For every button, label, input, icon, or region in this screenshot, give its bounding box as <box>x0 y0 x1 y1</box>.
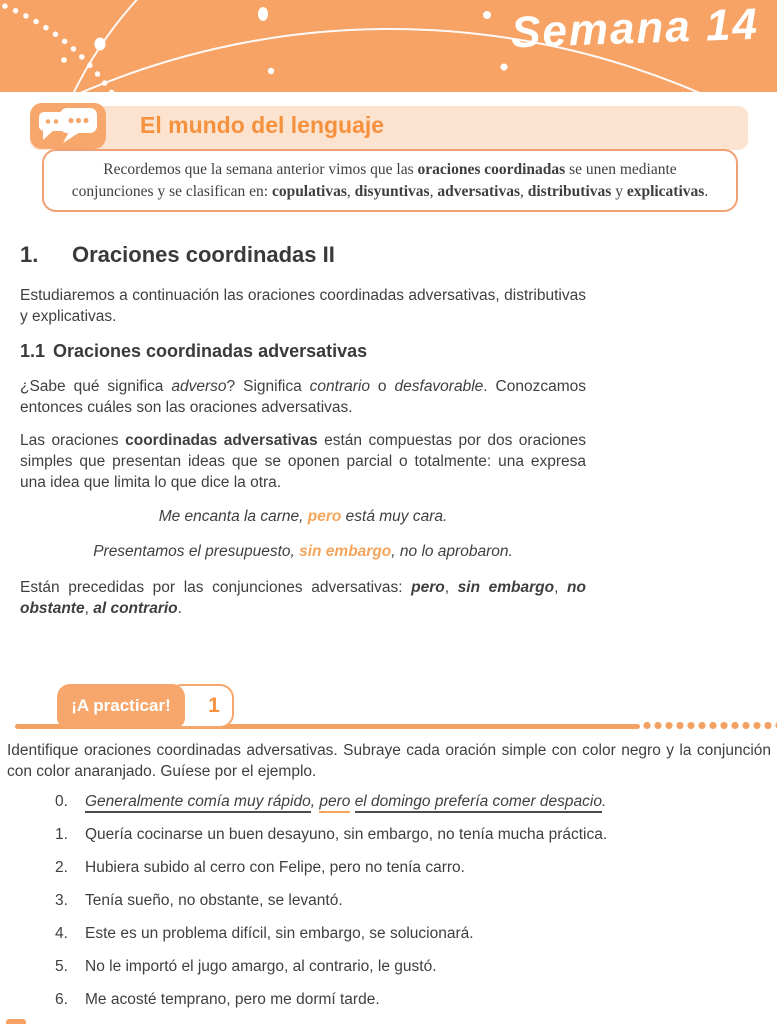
recall-text: Recordemos que la semana anterior vimos que las oraciones coordinadas se unen mediante conjunciones y se clasifican en: copulativas, disyuntivas, adversativas, distributivas y explicativas. <box>71 160 709 200</box>
item-number: 1. <box>55 826 68 843</box>
paragraph-conjunciones: Están precedidas por las conjunciones adversativas: pero, sin embargo, no obstante, al contrario. <box>20 579 586 617</box>
item-number: 2. <box>55 859 68 876</box>
section-1-title: Oraciones coordinadas II <box>72 242 335 267</box>
lenguaje-band <box>30 106 748 150</box>
exercise-item-3 <box>0 891 770 911</box>
example-sentence-2: Presentamos el presupuesto, sin embargo, no lo aprobaron. <box>93 543 513 560</box>
practice-number-tab: 1 <box>168 684 234 728</box>
item-number: 5. <box>55 958 68 975</box>
exercise-item-6 <box>0 990 770 1010</box>
page-corner-mark <box>6 1019 26 1024</box>
item-text: Me acosté temprano, pero me dormí tarde. <box>85 991 380 1008</box>
exercise-item-0 <box>0 792 770 812</box>
lenguaje-title: El mundo del lenguaje <box>140 112 385 138</box>
item-text: Quería cocinarse un buen desayuno, sin embargo, no tenía mucha práctica. <box>85 826 608 843</box>
example-sentence-1: Me encanta la carne, pero está muy cara. <box>158 508 448 525</box>
recall-box <box>42 149 738 212</box>
item-text: Este es un problema difícil, sin embargo, se solucionará. <box>85 925 474 942</box>
paragraph-adverso: ¿Sabe qué significa adverso? Significa contrario o desfavorable. Conozcamos entonces cuáles son las oraciones adversativas. <box>20 378 586 416</box>
item-number: 0. <box>55 793 68 810</box>
item-text: No le importó el jugo amargo, al contrario, le gustó. <box>85 958 437 975</box>
practice-rule-dots <box>643 721 777 730</box>
section-1-1-number: 1.1 <box>20 341 46 361</box>
section-1-1-title: Oraciones coordinadas adversativas <box>53 341 368 361</box>
item-text: Tenía sueño, no obstante, se levantó. <box>85 892 343 909</box>
exercise-list <box>0 792 770 1023</box>
item-number: 3. <box>55 892 68 909</box>
item-number: 6. <box>55 991 68 1008</box>
section-1-heading <box>20 242 335 268</box>
week-title: Semana 14 <box>510 0 760 58</box>
item-number: 4. <box>55 925 68 942</box>
section-1-number: 1. <box>20 242 39 267</box>
exercise-item-5 <box>0 957 770 977</box>
item-text: Generalmente comía muy rápido, pero el domingo prefería comer despacio. <box>85 792 606 812</box>
practice-tab: ¡A practicar! <box>57 684 185 728</box>
exercise-item-4 <box>0 924 770 944</box>
speech-bubbles-icon <box>30 103 106 149</box>
item-text: Hubiera subido al cerro con Felipe, pero no tenía carro. <box>85 859 465 876</box>
practice-instructions: Identifique oraciones coordinadas adversativas. Subraye cada oración simple con color negro y la conjunción con color anaranjado. Guíese por el ejemplo. <box>7 742 771 780</box>
section-1-intro: Estudiaremos a continuación las oraciones coordinadas adversativas, distributivas y explicativas. <box>20 287 586 325</box>
trail-dot <box>114 97 120 103</box>
banner <box>0 0 777 92</box>
section-1-1-heading <box>20 341 367 362</box>
paragraph-definition: Las oraciones coordinadas adversativas están compuestas por dos oraciones simples que presentan ideas que se oponen parcial o totalmente: una expresa una idea que limita lo que dice la otra. <box>20 432 586 491</box>
exercise-item-2 <box>0 858 770 878</box>
exercise-item-1 <box>0 825 770 845</box>
